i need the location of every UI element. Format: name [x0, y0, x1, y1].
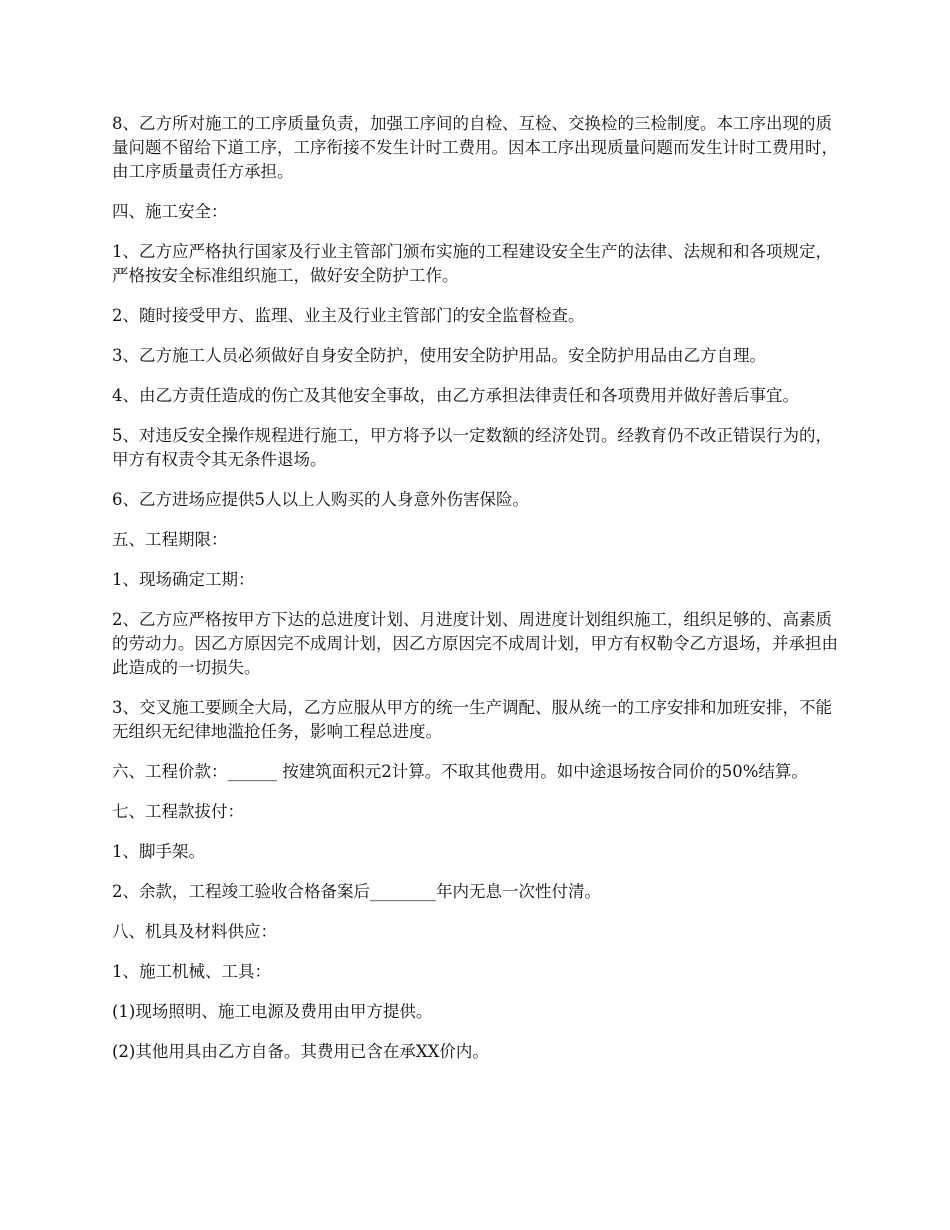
paragraph-safety-inspection: 2、随时接受甲方、监理、业主及行业主管部门的安全监督检查。	[112, 306, 585, 325]
paragraph-progress-plan: 2、乙方应严格按甲方下达的总进度计划、月进度计划、周进度计划组织施工，组织足够的、高素质的劳动力。因乙方原因完不成周计划，因乙方原因完不成周计划，甲方有权勒令乙方退场，并承担由此造成的一切损失。	[112, 610, 838, 677]
paragraph-accident-liability: 4、由乙方责任造成的伤亡及其他安全事故，由乙方承担法律责任和各项费用并做好善后事宜。	[112, 386, 799, 405]
paragraph-schedule-determination: 1、现场确定工期：	[112, 570, 255, 589]
paragraph-quality-responsibility: 8、乙方所对施工的工序质量负责，加强工序间的自检、互检、交换检的三检制度。本工序出现的质量问题不留给下道工序，工序衔接不发生计时工费用。因本工序出现质量问题而发生计时工费用时，由工序质量责任方承担。	[112, 114, 838, 181]
section-heading-construction-safety: 四、施工安全：	[112, 202, 228, 221]
paragraph-other-tools: (2)其他用具由乙方自备。其费用已含在承XX价内。	[112, 1042, 489, 1061]
document-body	[112, 112, 842, 1080]
section-heading-equipment-materials: 八、机具及材料供应：	[112, 922, 277, 941]
paragraph-violation-penalty: 5、对违反安全操作规程进行施工，甲方将予以一定数额的经济处罚。经教育仍不改正错误行为的，甲方有权责令其无条件退场。	[112, 426, 832, 469]
paragraph-safety-regulations: 1、乙方应严格执行国家及行业主管部门颁布实施的工程建设安全生产的法律、法规和和各项规定，严格按安全标准组织施工，做好安全防护工作。	[112, 242, 832, 285]
paragraph-balance-payment: 2、余款，工程竣工验收合格备案后________年内无息一次性付清。	[112, 882, 601, 901]
paragraph-machinery-tools: 1、施工机械、工具：	[112, 962, 271, 981]
section-heading-project-price: 六、工程价款：______ 按建筑面积元2计算。不取其他费用。如中途退场按合同价的50%结算。	[112, 762, 808, 781]
paragraph-lighting-power: (1)现场照明、施工电源及费用由甲方提供。	[112, 1002, 433, 1021]
section-heading-project-duration: 五、工程期限：	[112, 530, 228, 549]
paragraph-accident-insurance: 6、乙方进场应提供5人以上人购买的人身意外伤害保险。	[112, 490, 529, 509]
paragraph-personal-protection: 3、乙方施工人员必须做好自身安全防护，使用安全防护用品。安全防护用品由乙方自理。	[112, 346, 766, 365]
paragraph-scaffolding: 1、脚手架。	[112, 842, 205, 861]
section-heading-payment: 七、工程款拔付：	[112, 802, 244, 821]
paragraph-cross-construction: 3、交叉施工要顾全大局，乙方应服从甲方的统一生产调配、服从统一的工序安排和加班安排，不能无组织无纪律地滥抢任务，影响工程总进度。	[112, 698, 832, 741]
